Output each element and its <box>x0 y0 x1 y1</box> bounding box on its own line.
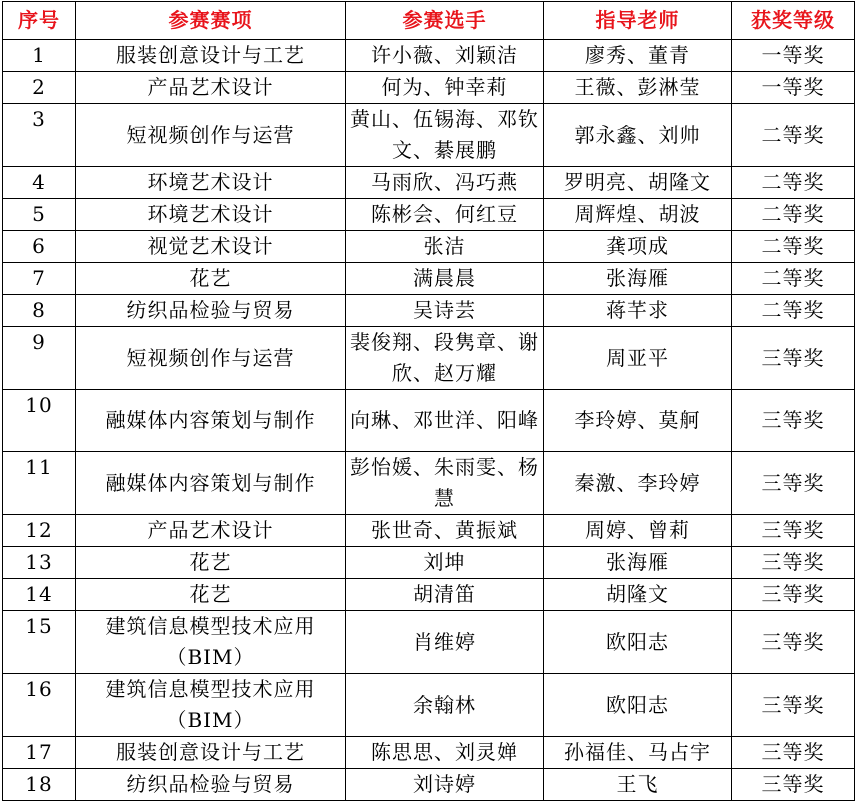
cell-players: 肖维婷 <box>346 611 544 674</box>
cell-award: 三等奖 <box>732 611 855 674</box>
table-row <box>3 327 855 390</box>
cell-teachers: 王飞 <box>544 769 732 801</box>
table-row <box>3 72 855 104</box>
header-no: 序号 <box>3 2 76 40</box>
cell-players: 吴诗芸 <box>346 295 544 327</box>
cell-event: 融媒体内容策划与制作 <box>76 452 346 515</box>
cell-event: 服装创意设计与工艺 <box>76 737 346 769</box>
table-row <box>3 263 855 295</box>
cell-no: 11 <box>3 452 76 515</box>
table-row <box>3 579 855 611</box>
header-row <box>3 2 855 40</box>
cell-teachers: 李玲婷、莫舸 <box>544 390 732 452</box>
cell-event: 服装创意设计与工艺 <box>76 40 346 72</box>
table-row <box>3 515 855 547</box>
cell-award: 二等奖 <box>732 167 855 199</box>
cell-event: 纺织品检验与贸易 <box>76 769 346 801</box>
cell-players: 刘坤 <box>346 547 544 579</box>
cell-teachers: 罗明亮、胡隆文 <box>544 167 732 199</box>
cell-teachers: 孙福佳、马占宇 <box>544 737 732 769</box>
cell-event: 环境艺术设计 <box>76 199 346 231</box>
cell-teachers: 周婷、曾莉 <box>544 515 732 547</box>
header-teachers: 指导老师 <box>544 2 732 40</box>
table-row <box>3 452 855 515</box>
table-row <box>3 547 855 579</box>
cell-event: 产品艺术设计 <box>76 72 346 104</box>
table-row <box>3 40 855 72</box>
table-row <box>3 737 855 769</box>
cell-teachers: 张海雁 <box>544 263 732 295</box>
cell-players: 胡清笛 <box>346 579 544 611</box>
table-row <box>3 674 855 737</box>
cell-players: 张洁 <box>346 231 544 263</box>
cell-award: 三等奖 <box>732 390 855 452</box>
cell-no: 4 <box>3 167 76 199</box>
cell-award: 三等奖 <box>732 547 855 579</box>
cell-players: 余翰林 <box>346 674 544 737</box>
cell-award: 三等奖 <box>732 452 855 515</box>
cell-award: 二等奖 <box>732 199 855 231</box>
cell-no: 2 <box>3 72 76 104</box>
cell-teachers: 蒋芊求 <box>544 295 732 327</box>
cell-no: 7 <box>3 263 76 295</box>
cell-award: 二等奖 <box>732 104 855 167</box>
cell-award: 一等奖 <box>732 72 855 104</box>
cell-award: 一等奖 <box>732 40 855 72</box>
cell-no: 10 <box>3 390 76 452</box>
cell-no: 14 <box>3 579 76 611</box>
cell-award: 三等奖 <box>732 579 855 611</box>
cell-award: 三等奖 <box>732 769 855 801</box>
header-players: 参赛选手 <box>346 2 544 40</box>
cell-teachers: 胡隆文 <box>544 579 732 611</box>
table-row <box>3 199 855 231</box>
cell-players: 张世奇、黄振斌 <box>346 515 544 547</box>
cell-no: 16 <box>3 674 76 737</box>
cell-award: 三等奖 <box>732 515 855 547</box>
cell-teachers: 欧阳志 <box>544 674 732 737</box>
cell-award: 三等奖 <box>732 737 855 769</box>
cell-event: 花艺 <box>76 263 346 295</box>
cell-event: 花艺 <box>76 579 346 611</box>
cell-event: 纺织品检验与贸易 <box>76 295 346 327</box>
cell-no: 5 <box>3 199 76 231</box>
cell-no: 17 <box>3 737 76 769</box>
cell-no: 12 <box>3 515 76 547</box>
table-row <box>3 390 855 452</box>
cell-award: 二等奖 <box>732 295 855 327</box>
cell-teachers: 龚项成 <box>544 231 732 263</box>
cell-players: 彭怡媛、朱雨雯、杨慧 <box>346 452 544 515</box>
cell-teachers: 周辉煌、胡波 <box>544 199 732 231</box>
table-row <box>3 295 855 327</box>
cell-event: 产品艺术设计 <box>76 515 346 547</box>
cell-players: 黄山、伍锡海、邓钦文、綦展鹏 <box>346 104 544 167</box>
cell-event: 建筑信息模型技术应用（BIM） <box>76 674 346 737</box>
cell-players: 许小薇、刘颖洁 <box>346 40 544 72</box>
table-row <box>3 769 855 801</box>
cell-players: 何为、钟幸莉 <box>346 72 544 104</box>
cell-event: 短视频创作与运营 <box>76 104 346 167</box>
cell-teachers: 周亚平 <box>544 327 732 390</box>
cell-players: 满晨晨 <box>346 263 544 295</box>
cell-no: 13 <box>3 547 76 579</box>
cell-players: 刘诗婷 <box>346 769 544 801</box>
cell-no: 18 <box>3 769 76 801</box>
cell-teachers: 秦激、李玲婷 <box>544 452 732 515</box>
table-row <box>3 611 855 674</box>
cell-players: 裴俊翔、段隽章、谢欣、赵万耀 <box>346 327 544 390</box>
awards-table <box>2 1 855 801</box>
table-row <box>3 167 855 199</box>
cell-award: 二等奖 <box>732 231 855 263</box>
cell-no: 3 <box>3 104 76 167</box>
cell-players: 陈彬会、何红豆 <box>346 199 544 231</box>
header-event: 参赛赛项 <box>76 2 346 40</box>
cell-event: 建筑信息模型技术应用（BIM） <box>76 611 346 674</box>
cell-teachers: 郭永鑫、刘帅 <box>544 104 732 167</box>
cell-no: 9 <box>3 327 76 390</box>
header-award: 获奖等级 <box>732 2 855 40</box>
cell-teachers: 廖秀、董青 <box>544 40 732 72</box>
table-body <box>3 40 855 801</box>
cell-no: 1 <box>3 40 76 72</box>
cell-event: 环境艺术设计 <box>76 167 346 199</box>
cell-event: 视觉艺术设计 <box>76 231 346 263</box>
table-row <box>3 231 855 263</box>
table-row <box>3 104 855 167</box>
cell-event: 融媒体内容策划与制作 <box>76 390 346 452</box>
cell-award: 三等奖 <box>732 327 855 390</box>
cell-award: 二等奖 <box>732 263 855 295</box>
cell-no: 15 <box>3 611 76 674</box>
cell-no: 8 <box>3 295 76 327</box>
cell-teachers: 王薇、彭淋莹 <box>544 72 732 104</box>
cell-players: 向琳、邓世洋、阳峰 <box>346 390 544 452</box>
cell-event: 花艺 <box>76 547 346 579</box>
cell-players: 陈思思、刘灵婵 <box>346 737 544 769</box>
cell-teachers: 张海雁 <box>544 547 732 579</box>
cell-teachers: 欧阳志 <box>544 611 732 674</box>
cell-event: 短视频创作与运营 <box>76 327 346 390</box>
cell-award: 三等奖 <box>732 674 855 737</box>
cell-players: 马雨欣、冯巧燕 <box>346 167 544 199</box>
cell-no: 6 <box>3 231 76 263</box>
